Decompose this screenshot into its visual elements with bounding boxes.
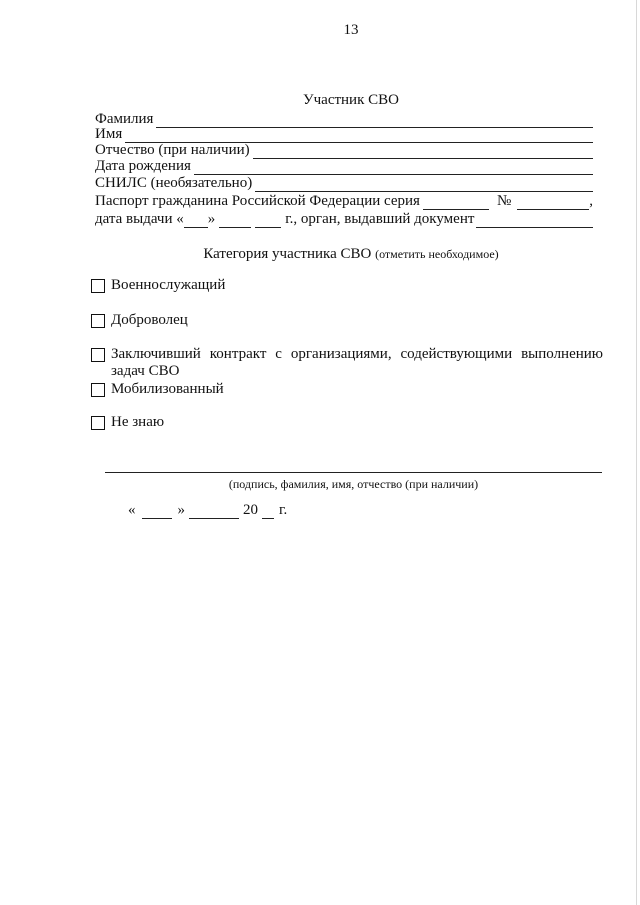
category-heading-text: Категория участника СВО xyxy=(203,246,372,262)
category-heading xyxy=(0,246,640,263)
checkbox-serviceman[interactable] xyxy=(91,279,105,293)
issue-authority-label: г., орган, выдавший документ xyxy=(285,211,475,227)
patronymic-row xyxy=(95,142,593,159)
checkbox-contract[interactable] xyxy=(91,348,105,362)
category-note: (отметить необходимое) xyxy=(375,247,499,261)
name-input-line[interactable] xyxy=(125,129,593,143)
page-number: 13 xyxy=(343,22,359,38)
birth-date-row xyxy=(95,158,593,175)
issue-date-label: дата выдачи « xyxy=(95,211,184,227)
snils-label: СНИЛС (необязательно) xyxy=(95,175,253,191)
issue-date-row xyxy=(95,211,593,228)
patronymic-input-line[interactable] xyxy=(253,145,593,159)
snils-row xyxy=(95,175,593,192)
option-volunteer[interactable] xyxy=(91,312,188,329)
issue-date-close-quote: » xyxy=(207,211,216,227)
checkbox-mobilized[interactable] xyxy=(91,383,105,397)
option-serviceman-label: Военнослужащий xyxy=(111,277,226,293)
date-day-line[interactable] xyxy=(142,505,172,519)
checkbox-volunteer[interactable] xyxy=(91,314,105,328)
name-label: Имя xyxy=(95,126,123,142)
option-dont-know-label: Не знаю xyxy=(111,414,165,430)
name-row xyxy=(95,126,593,143)
option-volunteer-label: Доброволец xyxy=(111,312,188,328)
surname-label: Фамилия xyxy=(95,111,154,127)
passport-comma: , xyxy=(589,193,593,209)
birth-date-input-line[interactable] xyxy=(194,161,593,175)
date-row xyxy=(128,502,287,519)
checkbox-dont-know[interactable] xyxy=(91,416,105,430)
page-edge xyxy=(636,0,637,905)
patronymic-label: Отчество (при наличии) xyxy=(95,142,250,158)
issue-month-line[interactable] xyxy=(219,214,251,228)
passport-series-line[interactable] xyxy=(423,196,489,210)
passport-number-label: № xyxy=(496,193,512,209)
option-contract-label: Заключивший контракт с организациями, содействующими выполнению задач СВО xyxy=(111,346,603,379)
issue-day-line[interactable] xyxy=(184,214,208,228)
signature-caption: (подпись, фамилия, имя, отчество (при наличии) xyxy=(228,477,479,491)
snils-input-line[interactable] xyxy=(255,178,593,192)
issue-authority-line[interactable] xyxy=(476,214,593,228)
option-contract[interactable] xyxy=(91,346,603,380)
passport-row xyxy=(95,193,593,210)
date-month-line[interactable] xyxy=(189,505,239,519)
option-dont-know[interactable] xyxy=(91,414,164,431)
date-year-prefix: 20 xyxy=(243,502,258,518)
option-mobilized[interactable] xyxy=(91,381,224,398)
signature-line[interactable] xyxy=(105,472,602,473)
option-serviceman[interactable] xyxy=(91,277,225,294)
passport-label: Паспорт гражданина Российской Федерации серия xyxy=(95,193,420,209)
issue-year-line[interactable] xyxy=(255,214,281,228)
passport-number-line[interactable] xyxy=(517,196,589,210)
date-open-quote: « xyxy=(128,502,136,518)
date-year-line[interactable] xyxy=(262,505,274,519)
birth-date-label: Дата рождения xyxy=(95,158,191,174)
date-year-suffix: г. xyxy=(279,502,288,518)
date-close-quote: » xyxy=(177,502,185,518)
form-title: Участник СВО xyxy=(303,92,399,108)
option-mobilized-label: Мобилизованный xyxy=(111,381,224,397)
